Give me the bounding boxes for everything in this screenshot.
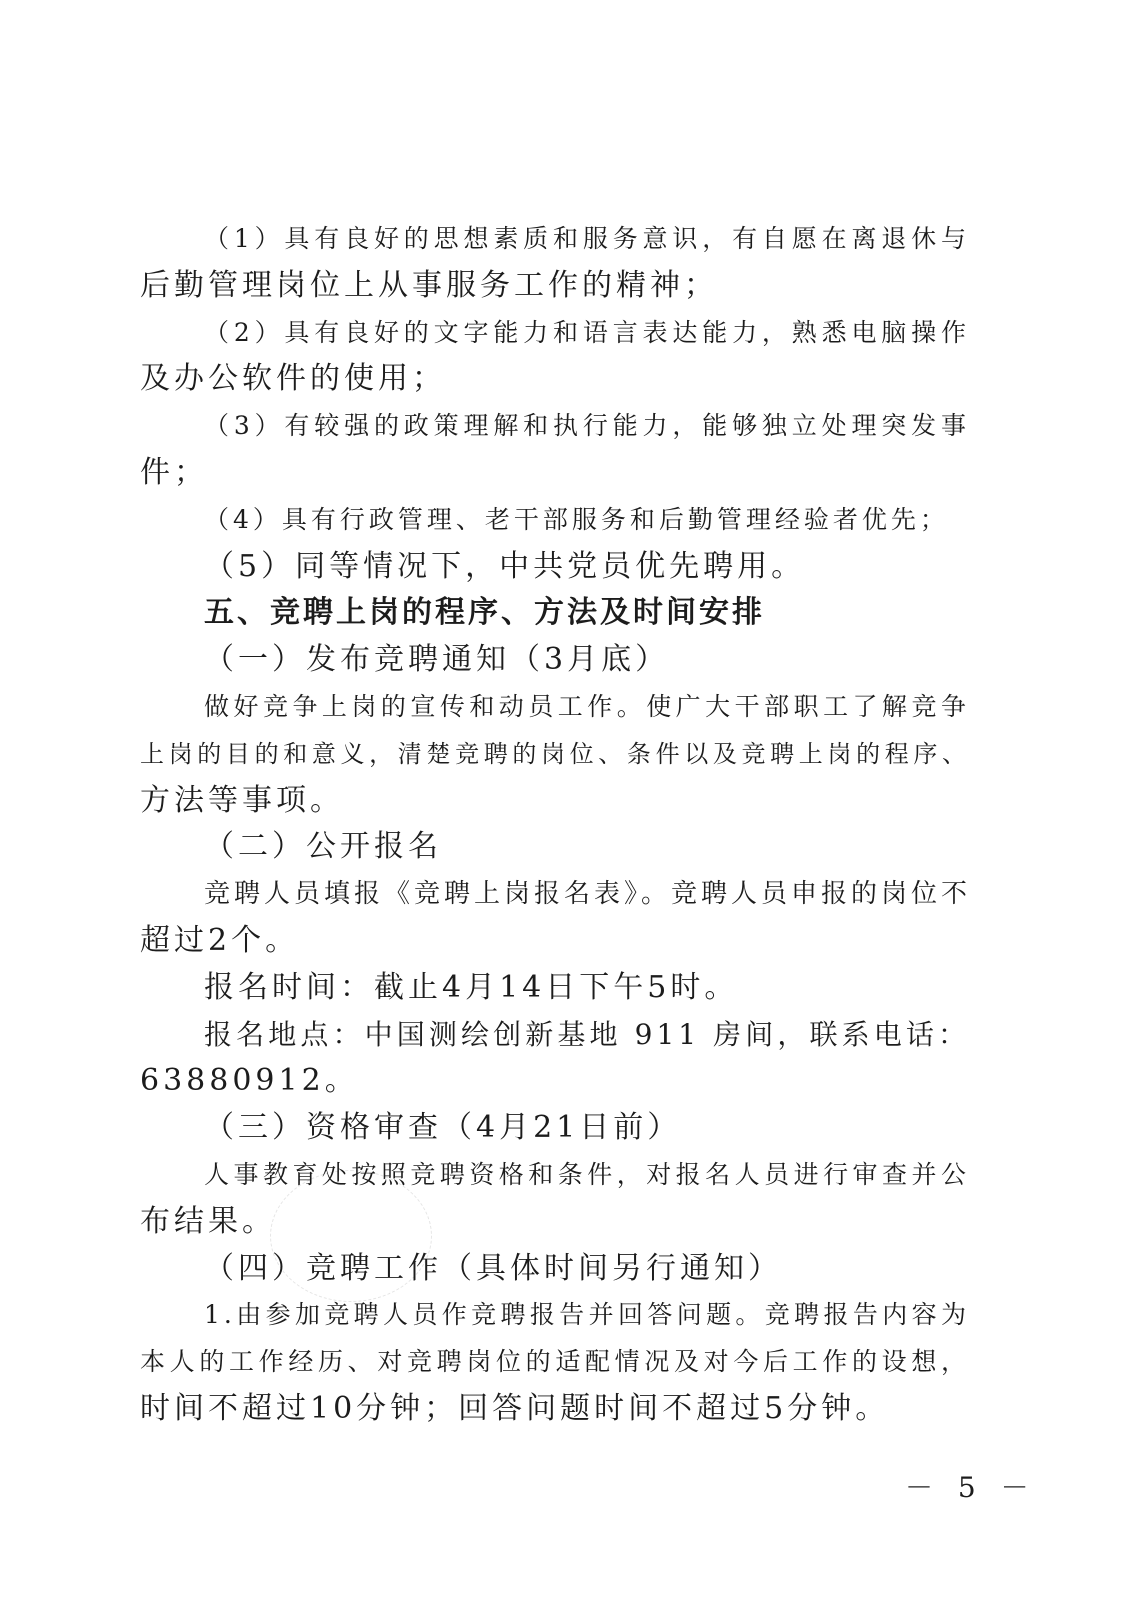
paragraph-2-line-2: 超过2个。 [140,923,300,958]
subheading-1: （一）发布竞聘通知（3月底） [204,642,670,678]
paragraph-3-line-2: 布结果。 [140,1203,276,1239]
condition-4: （4）具有行政管理、老干部服务和后勤管理经验者优先； [204,504,949,534]
condition-5: （5）同等情况下，中共党员优先聘用。 [204,548,806,584]
paragraph-1-line-3: 方法等事项。 [140,782,344,818]
registration-location: 报名地点：中国测绘创新基地 911 房间，联系电话： [204,1017,970,1051]
contact-phone: 63880912。 [140,1063,359,1099]
subheading-4: （四）竞聘工作（具体时间另行通知） [204,1250,782,1286]
paragraph-1-line-1: 做好竞争上岗的宣传和动员工作。使广大干部职工了解竞争 [204,692,970,721]
paragraph-4-line-1: 1.由参加竞聘人员作竞聘报告并回答问题。竞聘报告内容为 [204,1300,970,1330]
paragraph-4-line-2: 本人的工作经历、对竞聘岗位的适配情况及对今后工作的设想， [140,1347,970,1377]
subheading-2: （二）公开报名 [204,829,442,865]
subheading-3: （三）资格审查（4月21日前） [204,1110,682,1146]
condition-3-line-2: 件； [140,455,208,490]
paragraph-1-line-2: 上岗的目的和意义，清楚竞聘的岗位、条件以及竞聘上岗的程序、 [140,739,970,768]
condition-3-line-1: （3）有较强的政策理解和执行能力，能够独立处理突发事 [204,411,970,441]
condition-2-line-2: 及办公软件的使用； [140,361,446,397]
paragraph-4-line-3: 时间不超过10分钟；回答问题时间不超过5分钟。 [140,1391,890,1426]
paragraph-2-line-1: 竞聘人员填报《竞聘上岗报名表》。竞聘人员申报的岗位不 [204,879,972,910]
registration-time: 报名时间：截止4月14日下午5时。 [204,969,739,1005]
page-number: － 5 － [905,1471,1037,1504]
section-heading-5: 五、竞聘上岗的程序、方法及时间安排 [204,595,765,631]
paragraph-3-line-1: 人事教育处按照竞聘资格和条件，对报名人员进行审查并公 [204,1160,970,1189]
condition-1-line-2: 后勤管理岗位上从事服务工作的精神； [140,267,718,303]
condition-1-line-1: （1）具有良好的思想素质和服务意识，有自愿在离退休与 [204,224,970,253]
condition-2-line-1: （2）具有良好的文字能力和语言表达能力，熟悉电脑操作 [204,317,970,347]
